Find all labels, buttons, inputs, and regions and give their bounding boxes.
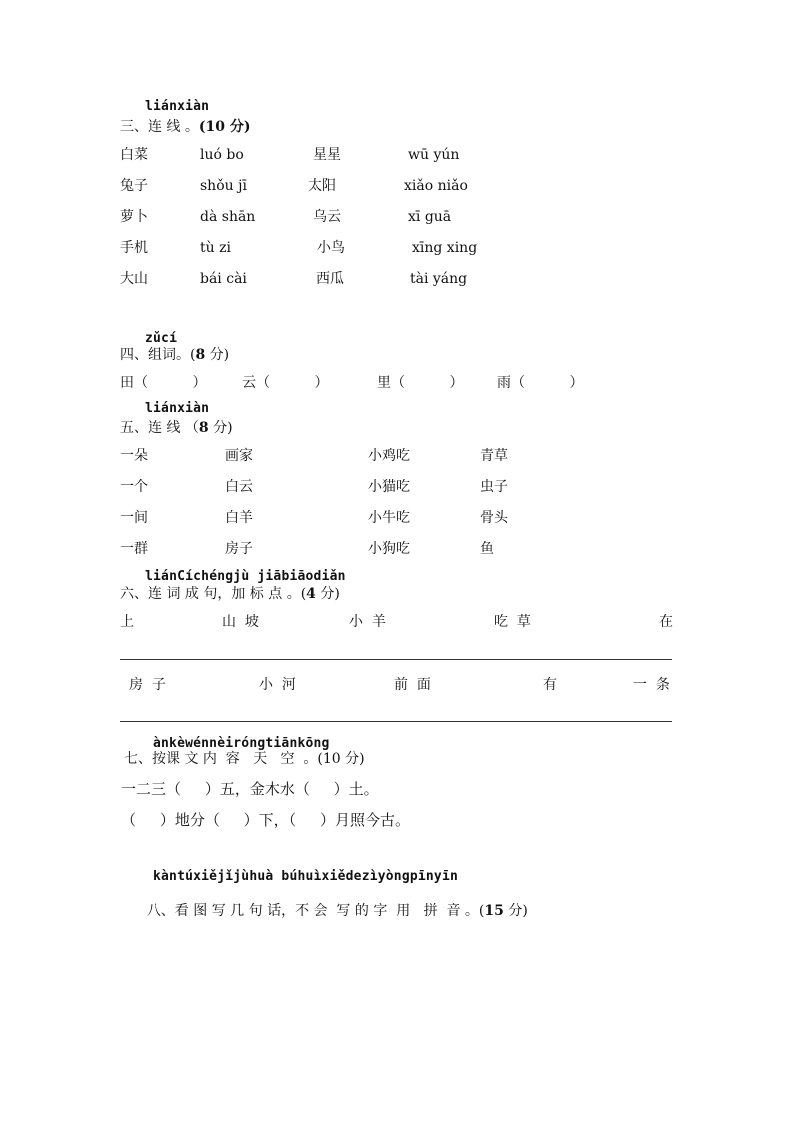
s3-r4-c2: 西瓜	[316, 271, 344, 287]
s5-r2-c0: 一间	[120, 510, 148, 526]
s5-r0-c2: 小鸡吃	[368, 448, 410, 464]
s6-r2-w0: 房 子	[129, 677, 166, 693]
s5-r2-c3: 骨头	[480, 510, 508, 526]
section-6-title-text: 六、连 词 成 句，加 标 点 。(	[120, 586, 307, 602]
s3-r2-c3: xī guā	[408, 209, 452, 225]
s3-r1-c3: xiǎo niǎo	[404, 178, 468, 194]
s6-r1-w0: 上	[120, 614, 134, 630]
s6-r1-w3: 吃 草	[494, 614, 531, 630]
s3-r4-c0: 大山	[120, 271, 148, 287]
s3-r3-c3: xīng xing	[412, 240, 478, 256]
section-4-title-end: 分)	[205, 347, 230, 363]
section-6-title	[120, 586, 340, 602]
section-7-title: 七、按课 文 内 容 天 空 。(10 分)	[124, 751, 365, 767]
s6-r1-w1: 山 坡	[222, 614, 259, 630]
s3-r3-c0: 手机	[120, 240, 148, 256]
section-5-pinyin: liánxiàn	[145, 401, 210, 416]
s3-r2-c2: 乌云	[313, 209, 341, 225]
s6-r2-w1: 小 河	[259, 677, 296, 693]
s5-r1-c2: 小猫吃	[368, 479, 410, 495]
s3-r0-c0: 白菜	[120, 147, 148, 163]
section-8-title-text: 八、看 图 写 几 句 话，不 会 写 的 字 用 拼 音 。(	[146, 903, 485, 919]
s3-r0-c3: wū yún	[408, 147, 460, 163]
section-3-pinyin: liánxiàn	[145, 99, 210, 114]
s5-r1-c0: 一个	[120, 479, 148, 495]
s3-r1-c1: shǒu jī	[200, 178, 247, 194]
s6-r2-w3: 有	[543, 677, 557, 693]
s6-r2-w2: 前 面	[394, 677, 431, 693]
s3-r1-c0: 兔子	[120, 178, 148, 194]
s6-r1-w4: 在	[659, 614, 673, 630]
s3-r0-c1: luó bo	[200, 147, 244, 163]
s7-line-1: 一二三（ ）五，金木水（ ）土。	[121, 780, 379, 798]
s3-r3-c2: 小鸟	[317, 240, 345, 256]
s5-r2-c1: 白羊	[225, 510, 253, 526]
section-4-score: 8	[195, 347, 206, 363]
section-4-pinyin: zǔcí	[145, 331, 178, 346]
s5-r1-c1: 白云	[225, 479, 253, 495]
s3-r3-c1: tù zi	[200, 240, 231, 256]
section-3-score: (10 分)	[198, 119, 251, 135]
s5-r0-c1: 画家	[225, 448, 253, 464]
s7-line-2: （ ）地分（ ）下，（ ）月照今古。	[121, 811, 411, 829]
s3-r2-c0: 萝卜	[120, 209, 148, 225]
s6-r2-w4: 一 条	[633, 677, 670, 693]
section-4-title	[120, 347, 229, 363]
s5-r3-c3: 鱼	[480, 541, 494, 557]
section-5-title-text: 五、连 线 （	[120, 420, 199, 436]
section-7-pinyin: ànkèwénnèiróngtiānkōng	[153, 736, 330, 751]
s3-r0-c2: 星星	[313, 147, 341, 163]
section-8-pinyin: kàntúxiějǐjùhuà búhuìxiědezìyòngpīnyīn	[153, 869, 459, 884]
s5-r0-c3: 青草	[480, 448, 508, 464]
section-5-title-end: 分)	[208, 420, 233, 436]
section-3-title-text: 三、连 线 。	[120, 119, 199, 135]
section-8-title	[129, 887, 528, 935]
s5-r0-c0: 一朵	[120, 448, 148, 464]
s3-r4-c1: bái cài	[200, 271, 247, 287]
section-3-title	[120, 119, 251, 135]
section-8-title-end: 分)	[503, 903, 528, 919]
s5-r3-c1: 房子	[225, 541, 253, 557]
s3-r1-c2: 太阳	[308, 178, 336, 194]
s5-r1-c3: 虫子	[480, 479, 508, 495]
section-8-score: 15	[484, 903, 504, 919]
s4-item-3: 雨（ ）	[497, 375, 584, 391]
section-5-score: 8	[198, 420, 209, 436]
s4-item-1: 云（ ）	[242, 375, 329, 391]
s4-item-0: 田（ ）	[120, 375, 207, 391]
s5-r2-c2: 小牛吃	[368, 510, 410, 526]
s3-r4-c3: tài yáng	[410, 271, 468, 287]
s4-item-2: 里（ ）	[377, 375, 464, 391]
section-6-pinyin: liánCíchéngjù jiābiāodiǎn	[145, 569, 346, 584]
section-6-score: 4	[306, 586, 316, 602]
s3-r2-c1: dà shān	[200, 209, 256, 225]
s5-r3-c2: 小狗吃	[368, 541, 410, 557]
s6-r1-w2: 小 羊	[349, 614, 386, 630]
section-5-title	[120, 420, 233, 436]
s5-r3-c0: 一群	[120, 541, 148, 557]
section-6-title-end: 分)	[315, 586, 340, 602]
answer-line-1	[120, 659, 672, 660]
section-4-title-text: 四、组词。(	[120, 347, 196, 363]
answer-line-2	[120, 721, 672, 722]
